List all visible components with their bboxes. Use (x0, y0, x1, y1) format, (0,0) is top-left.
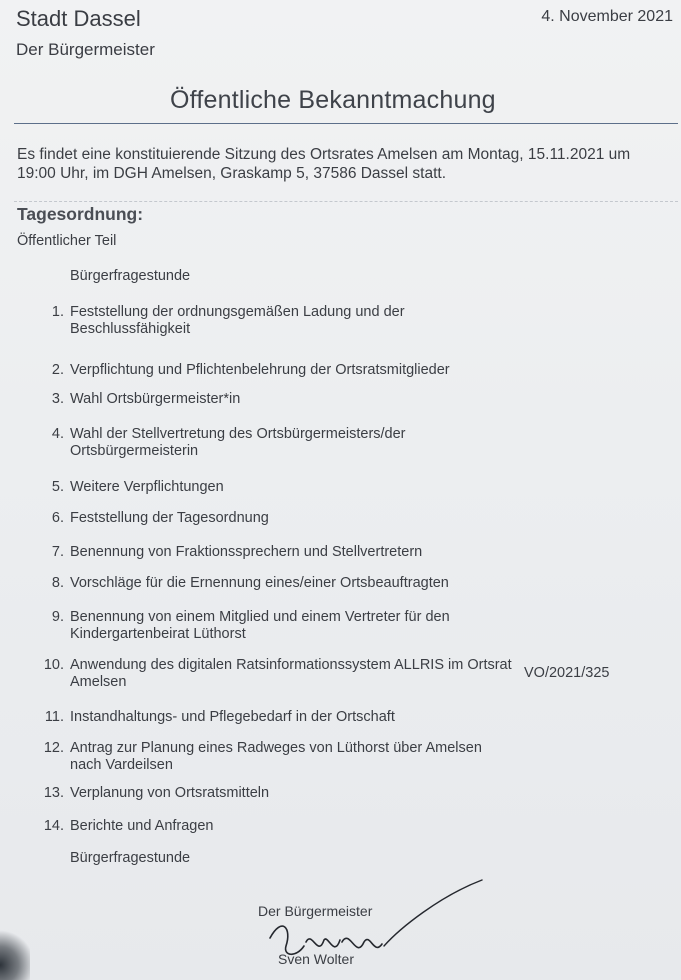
agenda-item-text: Verpflichtung und Pflichtenbelehrung der Ortsratsmitglieder (70, 362, 450, 378)
agenda-item-text: Berichte und Anfragen (70, 818, 214, 834)
agenda-item-number: 4. (51, 426, 64, 442)
agenda-item-number: 1. (51, 304, 64, 320)
agenda-item-reference: VO/2021/325 (524, 665, 610, 681)
agenda-item-text: Feststellung der ordnungsgemäßen Ladung und der (70, 304, 405, 320)
agenda-item-text: Instandhaltungs- und Pflegebedarf in der Ortschaft (70, 709, 395, 725)
agenda-heading: Tagesordnung: (17, 204, 144, 224)
document-date: 4. November 2021 (541, 8, 673, 25)
agenda-item-number: 7. (51, 544, 64, 560)
agenda-item-number: 6. (51, 510, 64, 526)
document-title: Öffentliche Bekanntmachung (170, 86, 496, 114)
agenda-item-number: 2. (51, 362, 64, 378)
agenda-item-number: 10. (43, 657, 64, 673)
photo-edge-shadow (0, 930, 30, 980)
intro-paragraph: Es findet eine konstituierende Sitzung des Ortsrates Amelsen am Montag, 15.11.2021 um 19:00 Uhr, im DGH Amelsen, Graskamp 5, 37586 Dassel statt. (17, 146, 631, 182)
agenda-item-text: Amelsen (70, 674, 127, 690)
agenda-opening: Bürgerfragestunde (70, 268, 191, 284)
organization-subtitle: Der Bürgermeister (16, 40, 155, 59)
agenda-item-text: Benennung von Fraktionssprechern und Stellvertretern (70, 544, 423, 560)
agenda-item-text: Anwendung des digitalen Ratsinformationssystem ALLRIS im Ortsrat (70, 657, 512, 673)
agenda-item-number: 3. (51, 391, 64, 407)
agenda-item-text: Verplanung von Ortsratsmitteln (70, 785, 270, 801)
agenda-item-text: Benennung von einem Mitglied und einem Vertreter für den (70, 609, 450, 625)
agenda-item-number: 14. (43, 818, 64, 834)
paper-fold-line (14, 201, 678, 202)
agenda-item-text: Beschlussfähigkeit (70, 321, 191, 337)
agenda-item-text: Vorschläge für die Ernennung eines/einer Ortsbeauftragten (70, 575, 449, 591)
signatory-name: Sven Wolter (278, 951, 354, 967)
agenda-closing: Bürgerfragestunde (70, 850, 191, 866)
agenda-item-text: Ortsbürgermeisterin (70, 443, 199, 459)
organization-name: Stadt Dassel (16, 6, 141, 31)
agenda-item-text: Weitere Verpflichtungen (70, 479, 224, 495)
agenda-item-text: Kindergartenbeirat Lüthorst (70, 626, 246, 642)
agenda-item-text: Antrag zur Planung eines Radweges von Lüthorst über Amelsen (70, 740, 482, 756)
agenda-item-text: nach Vardeilsen (70, 757, 173, 773)
agenda-item-number: 5. (51, 479, 64, 495)
agenda-item-number: 8. (51, 575, 64, 591)
agenda-item-text: Feststellung der Tagesordnung (70, 510, 269, 526)
title-divider (14, 123, 678, 124)
agenda-item-number: 11. (44, 709, 64, 725)
agenda-item-number: 12. (43, 740, 64, 756)
agenda-item-number: 9. (51, 609, 64, 625)
agenda-item-number: 13. (43, 785, 64, 801)
public-part-label: Öffentlicher Teil (17, 233, 117, 249)
agenda-item-text: Wahl der Stellvertretung des Ortsbürgermeisters/der (70, 426, 406, 442)
agenda-item-text: Wahl Ortsbürgermeister*in (70, 391, 241, 407)
signatory-title: Der Bürgermeister (258, 903, 373, 919)
